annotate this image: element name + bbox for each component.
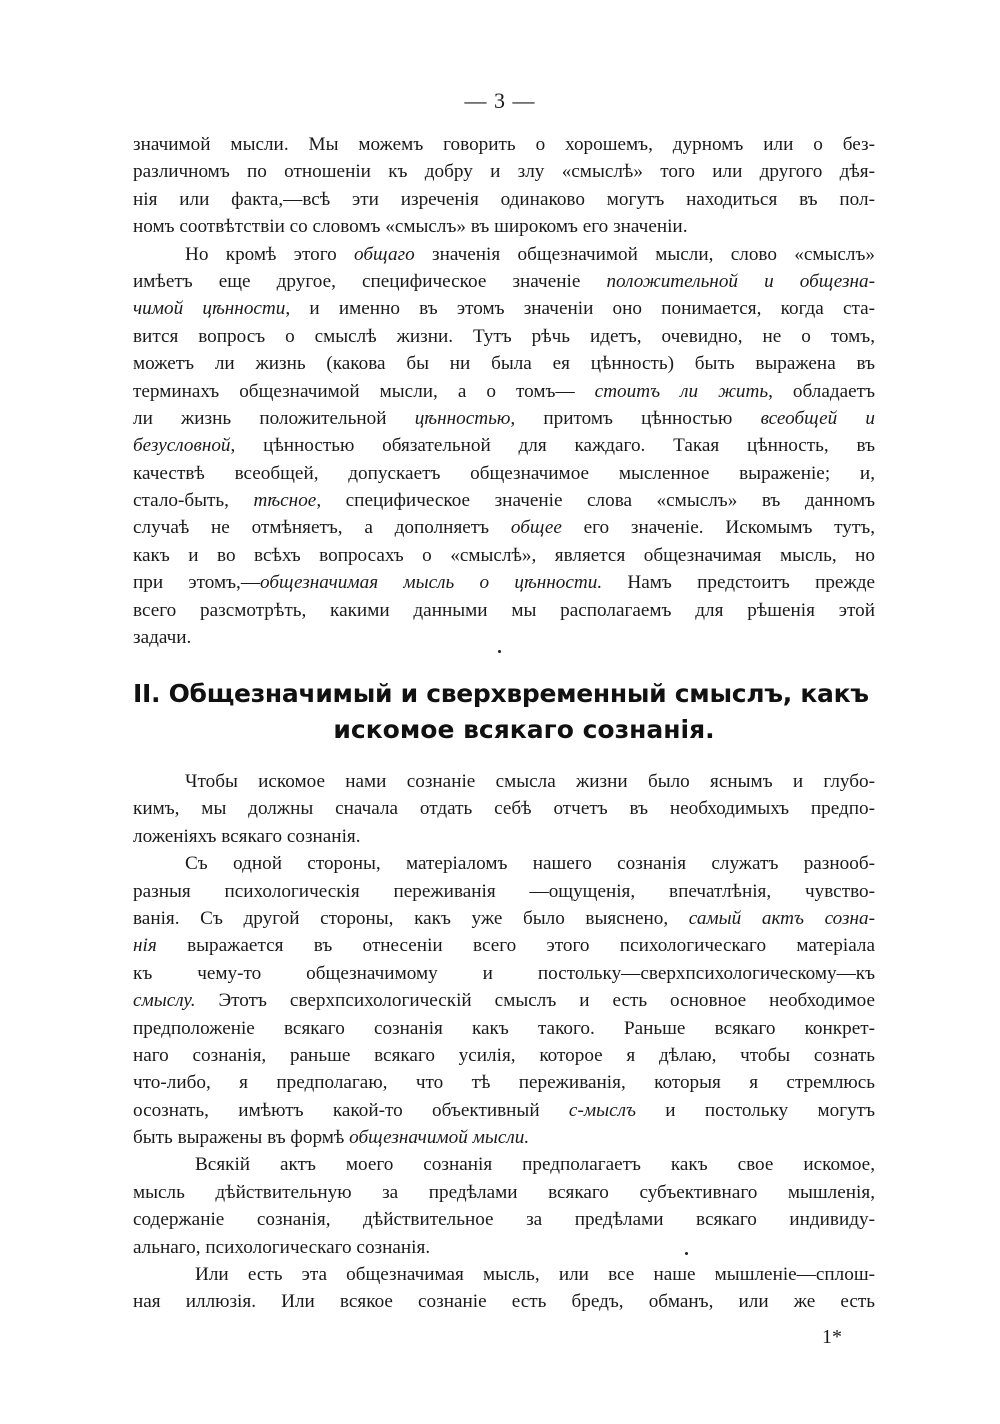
text-line: всего разсмотрѣть, какими данными мы располагаемъ для рѣшенiя этой [133,599,875,621]
text-line: задачи. [133,627,192,649]
text-line: Или есть эта общезначимая мысль, или все наше мышленiе—сплош- [195,1264,875,1286]
text-line: стало-быть, тѣсное, специфическое значенiе слова «смыслъ» въ данномъ [133,490,875,512]
section-heading [133,676,875,748]
heading-line-2: искомое всякаго сознанiя. [333,715,715,744]
text-line: альнаго, психологическаго сознанiя. [133,1236,431,1258]
text-line: что-либо, я предполагаю, что тѣ переживанiя, которыя я стремлюсь [133,1072,875,1094]
text-line: Но кромѣ этого общаго значенiя общезначимой мысли, слово «смыслъ» [185,243,875,265]
signature-mark: 1* [822,1326,842,1348]
text-line: быть выражены въ формѣ общезначимой мысли. [133,1127,530,1149]
text-line: терминахъ общезначимой мысли, а о томъ— стоитъ ли жить, обладаетъ [133,380,875,402]
text-line: смыслу. Этотъ сверхпсихологическiй смыслъ и есть основное необходимое [133,990,875,1012]
text-line: имѣетъ еще другое, специфическое значенiе положительной и общезна- [133,270,875,292]
heading-line-1: II. Общезначимый и сверхвременный смыслъ, какъ [133,679,869,708]
text-line: ложенiяхъ всякаго сознанiя. [133,825,361,847]
text-line: ванiя. Съ другой стороны, какъ уже было выяснено, самый актъ созна- [133,907,875,929]
text-line: случаѣ не отмѣняетъ, а дополняетъ общее его значенiе. Искомымъ тутъ, [133,517,875,539]
text-line: предположенiе всякаго сознанiя какъ такого. Раньше всякаго конкрет- [133,1017,875,1039]
text-line: значимой мысли. Мы можемъ говорить о хорошемъ, дурномъ или о без- [133,134,875,155]
text-line: вится вопросъ о смыслѣ жизни. Тутъ рѣчь идетъ, очевидно, не о томъ, [133,325,875,347]
text-line: наго сознанiя, раньше всякаго усилiя, которое я дѣлаю, чтобы сознать [133,1044,875,1066]
text-line: къ чему-то общезначимому и постольку—сверхпсихологическому—къ [133,962,875,984]
text-line: Всякiй актъ моего сознанiя предполагаетъ какъ свое искомое, [195,1154,875,1176]
print-speck [685,1252,688,1255]
text-line: Съ одной стороны, матерiаломъ нашего сознанiя служатъ разнооб- [185,853,875,875]
text-line: нiя выражается въ отнесенiи всего этого психологическаго матерiала [133,935,875,957]
paragraph-block-2 [133,768,875,1316]
text-line: мысль дѣйствительную за предѣлами всякаго субъективнаго мышленiя, [133,1181,875,1203]
text-line: безусловной, цѣнностью обязательной для каждаго. Такая цѣнность, въ [133,435,875,457]
text-line: осознать, имѣютъ какой-то объективный с-мыслъ и постольку могутъ [133,1099,875,1121]
text-line: Чтобы искомое нами сознанiе смысла жизни было яснымъ и глубо- [185,771,875,792]
page-number: — 3 — [464,88,536,113]
text-line: разныя психологическiя переживанiя —ощущенiя, впечатлѣнiя, чувство- [133,880,875,902]
text-line: содержанiе сознанiя, дѣйствительное за предѣлами всякаго индивиду- [133,1209,875,1231]
text-line: можетъ ли жизнь (какова бы ни была ея цѣнность) быть выражена въ [133,353,875,375]
text-line: ли жизнь положительной цѣнностью, притомъ цѣнностью всеобщей и [133,407,875,429]
text-line: какъ и во всѣхъ вопросахъ о «смыслѣ», является общезначимая мысль, но [133,544,875,566]
text-line: при этомъ,—общезначимая мысль о цѣнности. Намъ предстоитъ прежде [133,572,875,594]
text-line: нiя или факта,—всѣ эти изреченiя одинаково могутъ находиться въ пол- [133,188,875,210]
text-line: номъ соотвѣтствiи со словомъ «смыслъ» въ широкомъ его значенiи. [133,216,688,238]
text-line: ная иллюзiя. Или всякое сознанiе есть бредъ, обманъ, или же есть [133,1291,875,1313]
text-line: различномъ по отношенiи къ добру и злу «смыслѣ» того или другого дѣя- [133,161,875,183]
paragraph-block-1 [133,131,875,651]
text-line: качествѣ всеобщей, допускаетъ общезначимое мысленное выраженiе; и, [133,462,875,484]
text-line: кимъ, мы должны сначала отдать себѣ отчетъ въ необходимыхъ предпо- [133,798,875,820]
print-speck [498,650,501,653]
text-line: чимой цѣнности, и именно въ этомъ значенiи оно понимается, когда ста- [133,298,875,320]
